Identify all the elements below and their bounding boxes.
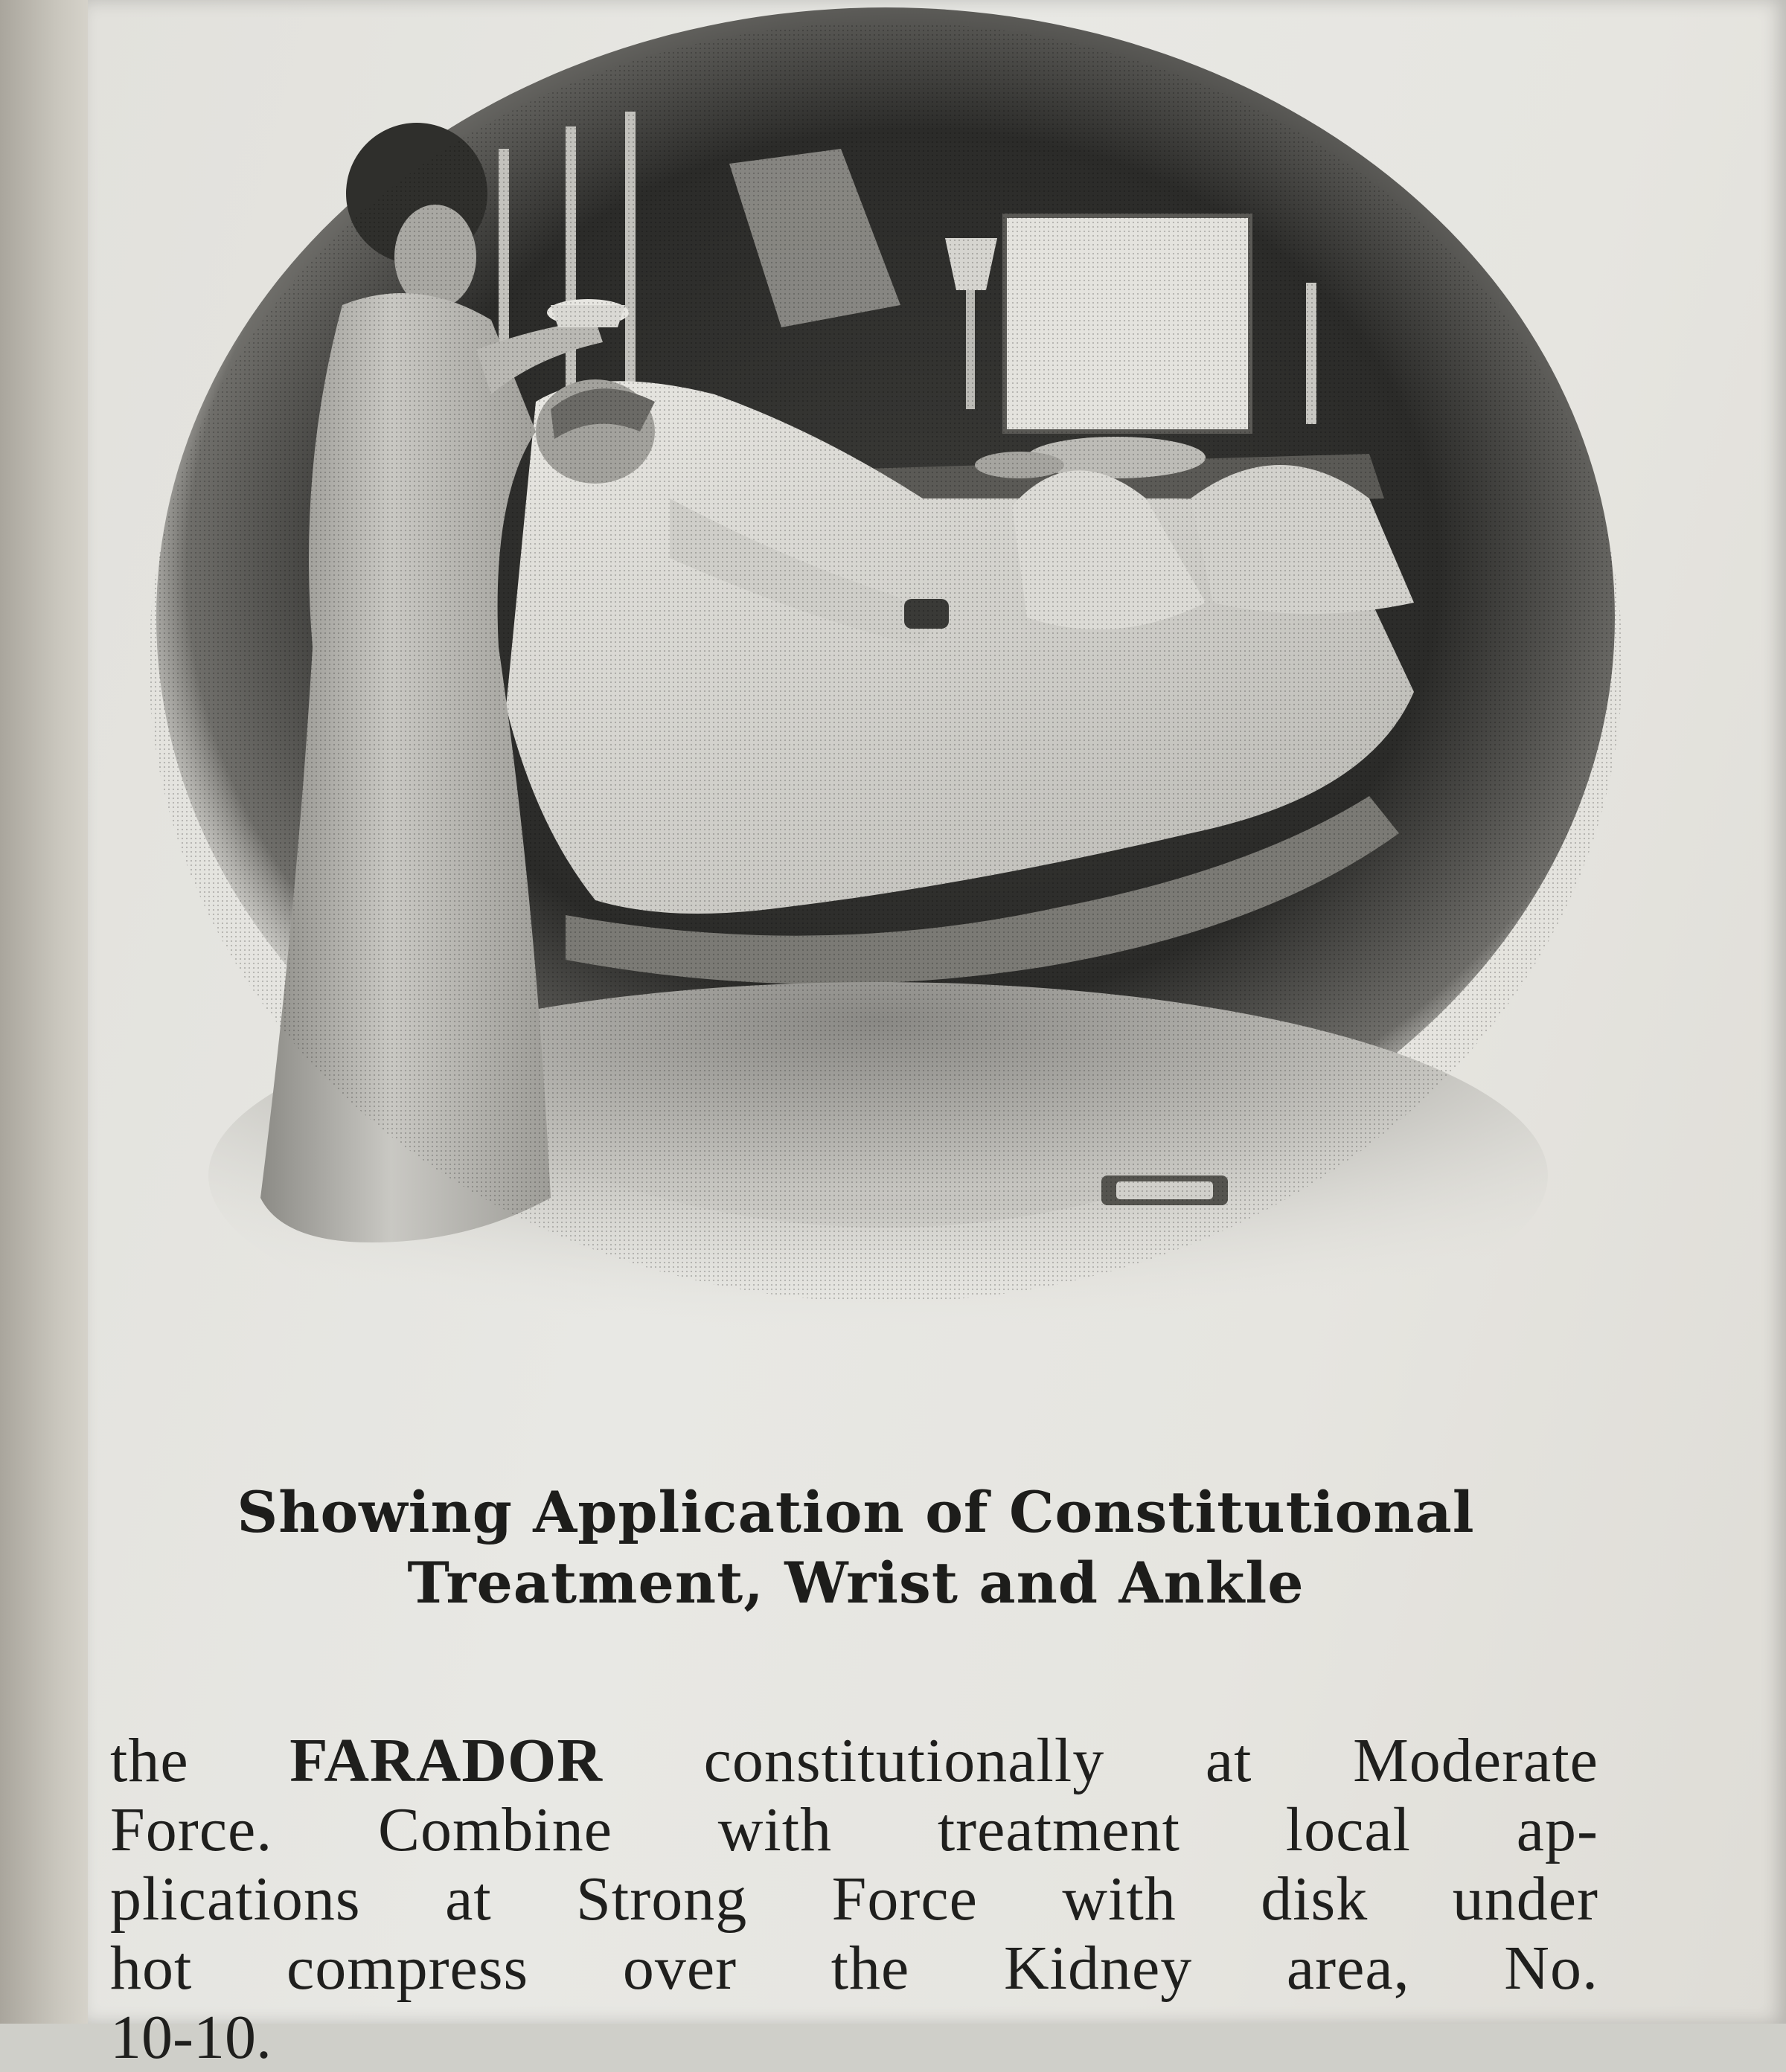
caption-line-2: Treatment, Wrist and Ankle [407, 1550, 1305, 1616]
caption-line-1: Showing Application of Constitutional [237, 1479, 1475, 1545]
word: hot [110, 1934, 193, 2003]
word: Kidney [1003, 1934, 1193, 2003]
word: Force. [110, 1795, 273, 1864]
word: at [445, 1864, 492, 1934]
figure-caption [134, 1477, 1578, 1618]
word: treatment [937, 1795, 1180, 1864]
word: No. [1504, 1934, 1598, 2003]
word: ap- [1516, 1795, 1598, 1864]
word: area, [1286, 1934, 1410, 2003]
text-line-1 [110, 1726, 1598, 1795]
word: over [622, 1934, 737, 2003]
word: the [830, 1934, 910, 2003]
word: under [1452, 1864, 1598, 1934]
word: disk [1261, 1864, 1369, 1934]
word: plications [110, 1864, 361, 1934]
word: with [1062, 1864, 1177, 1934]
body-paragraph [110, 1726, 1598, 2003]
word: with [717, 1795, 833, 1864]
word: the [110, 1726, 189, 1795]
word: Combine [378, 1795, 612, 1864]
word: Strong [576, 1864, 748, 1934]
text-line-3 [110, 1864, 1598, 1934]
word: compress [286, 1934, 529, 2003]
word: local [1285, 1795, 1411, 1864]
product-name: FARADOR [289, 1726, 603, 1795]
word: Moderate [1353, 1726, 1598, 1795]
word: at [1205, 1726, 1252, 1795]
text-line-4 [110, 1934, 1598, 2003]
word: Force [831, 1864, 978, 1934]
text-line-5-partial: 10-10. [110, 2003, 272, 2072]
treatment-illustration [149, 82, 1570, 1361]
word: constitutionally [703, 1726, 1105, 1795]
text-line-2 [110, 1795, 1598, 1864]
